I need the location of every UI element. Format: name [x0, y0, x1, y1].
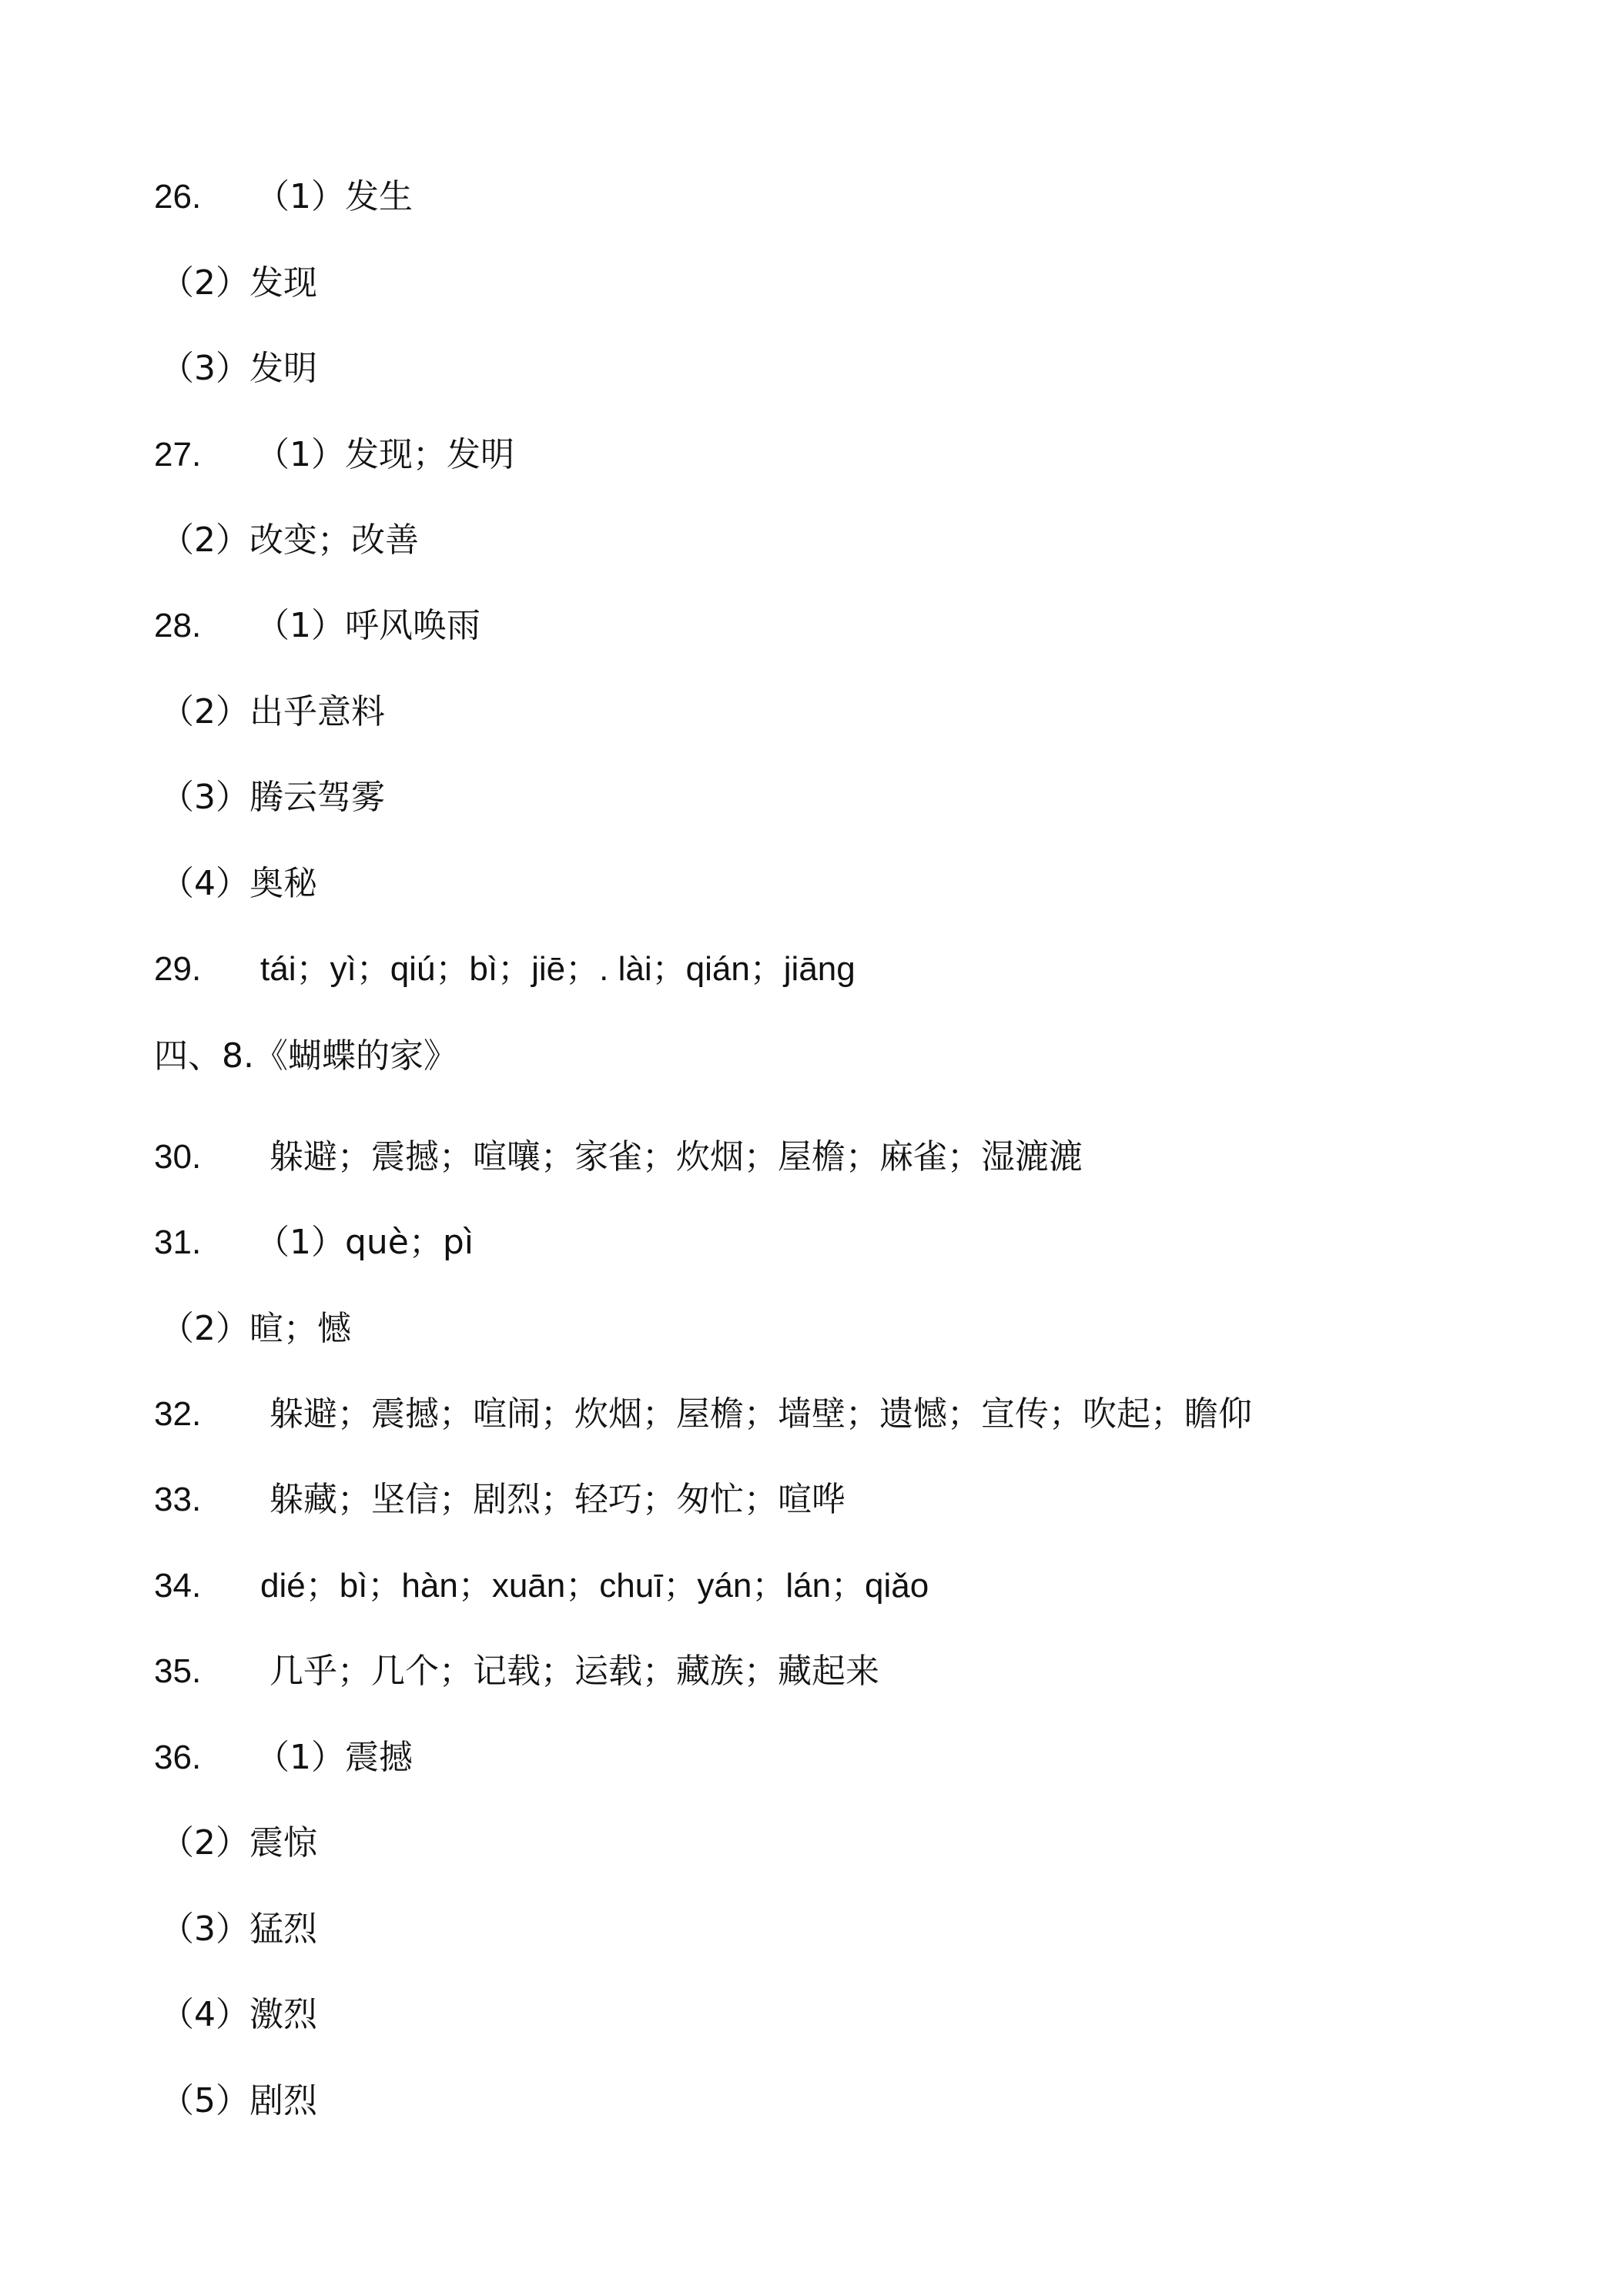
answer-text: 躲避；震撼；喧嚷；家雀；炊烟；屋檐；麻雀；湿漉漉 [270, 1137, 1083, 1176]
item-number: 26. [154, 178, 202, 216]
answer-text: （1）发现；发明 [256, 435, 514, 474]
item-number: 29. [154, 950, 202, 988]
answer-text: （4）奥秘 [160, 864, 317, 903]
item-number: 31. [154, 1223, 202, 1261]
item-number: 27. [154, 436, 202, 474]
answer-text: （1）震撼 [256, 1738, 413, 1777]
item-number: 30. [154, 1138, 202, 1176]
answer-text: 几乎；几个；记载；运载；藏族；藏起来 [270, 1652, 879, 1691]
answer-text: （2）暄；憾 [160, 1309, 351, 1348]
answer-text: （1）què；pì [256, 1223, 474, 1262]
item-number: 34. [154, 1567, 202, 1605]
item-number: 33. [154, 1481, 202, 1518]
answer-text: （2）震惊 [160, 1823, 317, 1863]
answer-text: （3）腾云驾雾 [160, 778, 385, 817]
answer-text: （5）剧烈 [160, 2081, 317, 2120]
answer-text: 躲藏；坚信；剧烈；轻巧；匆忙；喧哗 [270, 1480, 845, 1519]
item-number: 35. [154, 1652, 202, 1690]
answer-text: 躲避；震撼；喧闹；炊烟；屋檐；墙壁；遗憾；宣传；吹起；瞻仰 [270, 1394, 1252, 1434]
item-number: 28. [154, 607, 202, 644]
answer-text: （2）出乎意料 [160, 692, 385, 731]
answer-text: （3）猛烈 [160, 1909, 317, 1949]
answer-text: tái；yì；qiú；bì；jiē；. lài；qián；jiāng [260, 950, 856, 988]
answer-text: （1）发生 [256, 177, 413, 216]
section-title: 四、8.《蝴蝶的家》 [154, 1036, 457, 1076]
answer-text: （3）发明 [160, 349, 317, 388]
answer-text: （2）改变；改善 [160, 520, 419, 560]
answer-text: dié；bì；hàn；xuān；chuī；yán；lán；qiǎo [260, 1567, 929, 1605]
item-number: 36. [154, 1739, 202, 1776]
answer-text: （1）呼风唤雨 [256, 606, 481, 645]
item-number: 32. [154, 1395, 202, 1433]
answer-text: （2）发现 [160, 263, 317, 303]
answer-text: （4）激烈 [160, 1995, 317, 2034]
